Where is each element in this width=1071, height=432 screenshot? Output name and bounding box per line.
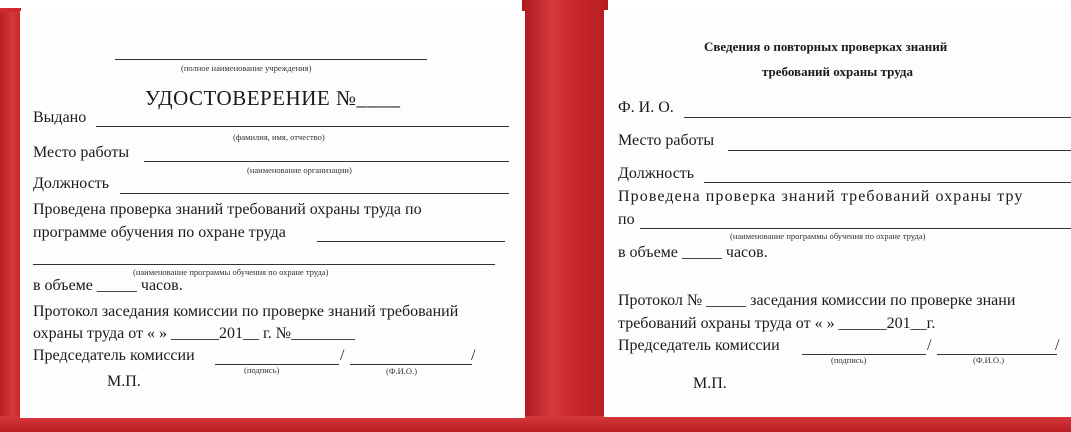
check-line-right: Проведена проверка знаний требований охраны тру (618, 188, 1024, 205)
position-line-right (704, 182, 1071, 183)
position-label: Должность (33, 175, 110, 192)
program-line-right (640, 228, 1071, 229)
chairman-label-right: Председатель комиссии (618, 337, 780, 354)
slash-1: / (340, 347, 345, 364)
right-page (604, 10, 1071, 417)
protocol-line-1: Протокол заседания комиссии по проверке знаний требований (33, 303, 459, 320)
slash-1-right: / (927, 337, 932, 354)
institution-caption: (полное наименование учреждения) (181, 63, 312, 73)
position-label-right: Должность (618, 165, 695, 182)
protocol-line-2: охраны труда от « » ______201__ г. №________ (33, 325, 356, 342)
check-line-1: Проведена проверка знаний требований охраны труда по (33, 201, 422, 218)
fio-caption: (фамилия, имя, отчество) (233, 132, 325, 142)
check-line-2: программе обучения по охране труда (33, 224, 286, 241)
org-caption: (наименование организации) (247, 165, 352, 175)
workplace-label: Место работы (33, 144, 130, 161)
fio-line-right (684, 117, 1071, 118)
cover-left-edge (0, 8, 21, 432)
cover-top-edge (0, 8, 20, 12)
workplace-line-right (728, 150, 1071, 151)
fio-line (350, 364, 472, 365)
chairman-label: Председатель комиссии (33, 347, 195, 364)
certificate-title: УДОСТОВЕРЕНИЕ №____ (145, 86, 401, 110)
issued-line (96, 126, 509, 127)
stamp-label-right: М.П. (693, 375, 727, 392)
cover-bottom-edge (0, 416, 1071, 432)
heading-line-1: Сведения о повторных проверках знаний (704, 39, 948, 54)
heading-line-2: требований охраны труда (762, 64, 913, 79)
volume-label: в объеме _____ часов. (33, 277, 183, 294)
fio-label: Ф. И. О. (618, 99, 674, 116)
protocol-line-1-right: Протокол № _____ заседания комиссии по проверке знани (618, 292, 1016, 309)
slash-2: / (471, 347, 476, 364)
position-line (120, 193, 509, 194)
by-label: по (618, 211, 635, 228)
volume-label-right: в объеме _____ часов. (618, 244, 768, 261)
workplace-label-right: Место работы (618, 132, 715, 149)
signature-caption: (подпись) (244, 365, 280, 375)
slash-2-right: / (1055, 337, 1060, 354)
stamp-label: М.П. (107, 373, 141, 390)
program-caption-right: (наименование программы обучения по охране труда) (730, 231, 926, 241)
institution-line (115, 59, 427, 60)
fio-short-caption-right: (Ф.И.О.) (973, 355, 1005, 365)
left-page (20, 11, 525, 418)
program-caption: (наименование программы обучения по охране труда) (133, 267, 329, 277)
program-line-1 (317, 241, 505, 242)
workplace-line (144, 161, 509, 162)
fio-short-caption: (Ф.И.О.) (386, 366, 418, 376)
issued-label: Выдано (33, 109, 87, 126)
cover-spine (522, 0, 608, 432)
program-line-2 (33, 264, 495, 265)
signature-caption-right: (подпись) (831, 355, 867, 365)
protocol-line-2-right: требований охраны труда от « » ______201__г. (618, 315, 936, 332)
